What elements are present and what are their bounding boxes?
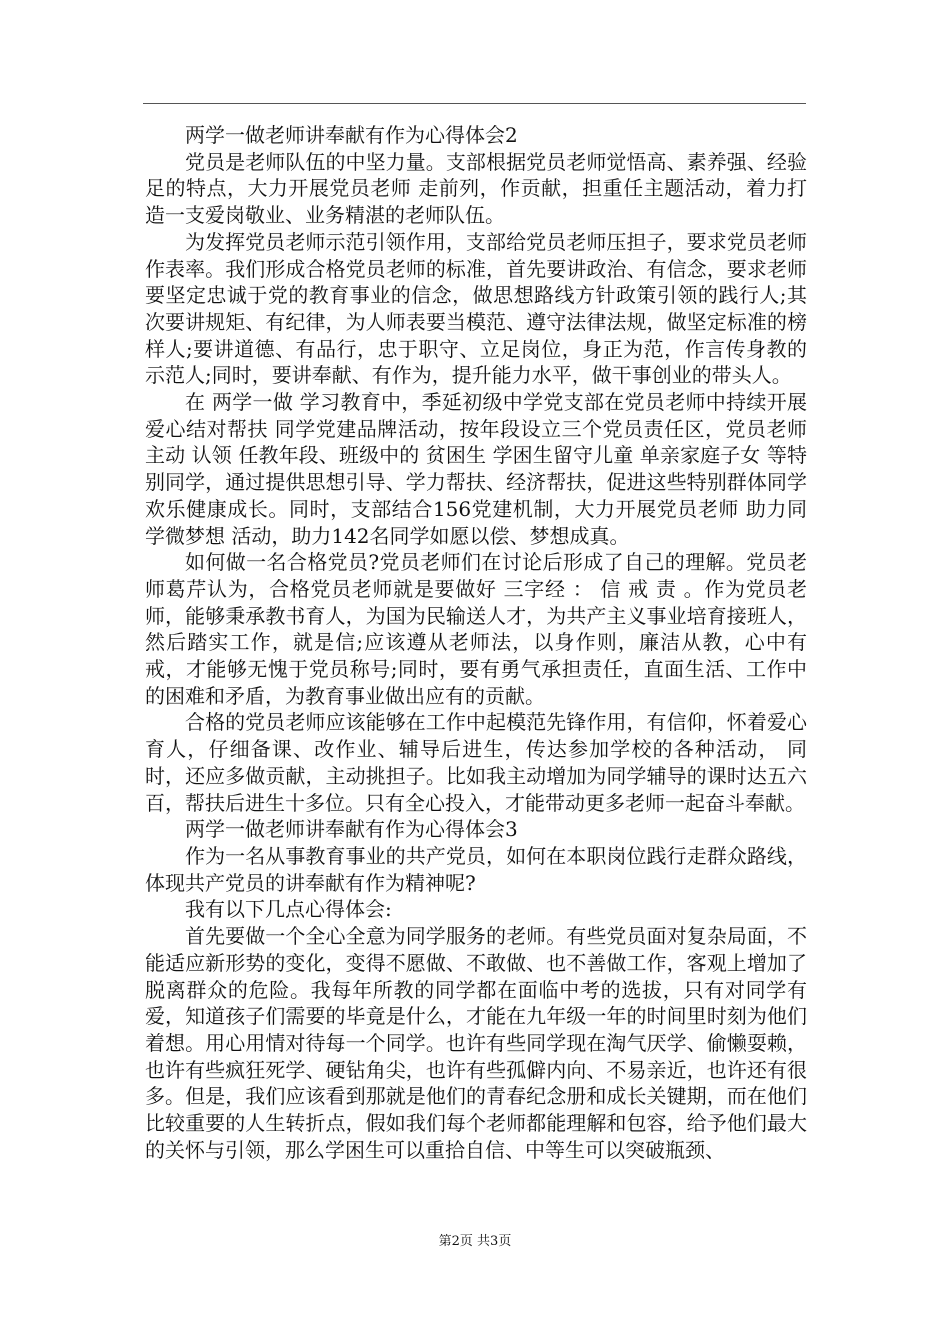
- section-heading-2: 两学一做老师讲奉献有作为心得体会2: [185, 123, 518, 147]
- body-paragraph: 为发挥党员老师示范引领作用，支部给党员老师压担子，要求党员老师作表率。我们形成合格党员老师的标准，首先要讲政治、有信念，要求老师要坚定忠诚于党的教育事业的信念，做思想路线方针政策引领的践行人;其次要讲规矩、有纪律，为人师表要当模范、遵守法律法规，做坚定标准的榜样人;要讲道德、有品行，忠于职守、立足岗位，身正为范，作言传身教的示范人;同时，要讲奉献、有作为，提升能力水平，做干事创业的带头人。: [145, 229, 807, 388]
- header-rule: [143, 103, 806, 104]
- document-body: [145, 122, 807, 1163]
- body-paragraph: 首先要做一个全心全意为同学服务的老师。有些党员面对复杂局面，不能适应新形势的变化，变得不愿做、不敢做、也不善做工作，客观上增加了脱离群众的危险。我每年所教的同学都在面临中考的选拔，只有对同学有爱，知道孩子们需要的毕竟是什么，才能在九年级一年的时间里时刻为他们着想。用心用情对待每一个同学。也许有些同学现在淘气厌学、偷懒耍赖，也许有些疯狂死学、硬钻角尖，也许有些孤僻内向、不易亲近，也许还有很多。但是，我们应该看到那就是他们的青春纪念册和成长关键期，而在他们比较重要的人生转折点，假如我们每个老师都能理解和包容，给予他们最大的关怀与引领，那么学困生可以重拾自信、中等生可以突破瓶颈、: [145, 924, 807, 1162]
- body-paragraph: 在 两学一做 学习教育中，季延初级中学党支部在党员老师中持续开展 爱心结对帮扶 同学党建品牌活动，按年段设立三个党员责任区，党员老师主动 认领 任教年段、班级中的 贫困生 学困生留守儿童 单亲家庭子女 等特别同学，通过提供思想引导、学力帮扶、经济帮扶，促进这些特别群体同学欢乐健康成长。同时，支部结合156党建机制，大力开展党员老师 助力同学微梦想 活动，助力142名同学如愿以偿、梦想成真。: [145, 390, 807, 548]
- body-paragraph: 作为一名从事教育事业的共产党员，如何在本职岗位践行走群众路线，体现共产党员的讲奉献有作为精神呢?: [145, 843, 807, 895]
- body-paragraph: 党员是老师队伍的中坚力量。支部根据党员老师觉悟高、素养强、经验足的特点，大力开展党员老师 走前列，作贡献，担重任主题活动，着力打造一支爱岗敬业、业务精湛的老师队伍。: [145, 149, 807, 228]
- body-paragraph: 如何做一名合格党员?党员老师们在讨论后形成了自己的理解。党员老师葛芹认为，合格党员老师就是要做好 三字经 ： 信 戒 责 。作为党员老师，能够秉承教书育人，为国为民输送人才，为共产主义事业培育接班人，然后踏实工作，就是信;应该遵从老师法，以身作则，廉洁从教，心中有戒，才能够无愧于党员称号;同时，要有勇气承担责任，直面生活、工作中的困难和矛盾，为教育事业做出应有的贡献。: [145, 550, 807, 708]
- body-paragraph: 我有以下几点心得体会:: [185, 897, 392, 922]
- page-footer: 第2页 共3页: [438, 1234, 512, 1249]
- body-paragraph: 合格的党员老师应该能够在工作中起模范先锋作用，有信仰，怀着爱心育人，仔细备课、改作业、辅导后进生，传达参加学校的各种活动， 同时，还应多做贡献，主动挑担子。比如我主动增加为同学辅导的课时达五六百，帮扶后进生十多位。只有全心投入，才能带动更多老师一起奋斗奉献。: [145, 710, 807, 815]
- section-heading-3: 两学一做老师讲奉献有作为心得体会3: [185, 817, 518, 842]
